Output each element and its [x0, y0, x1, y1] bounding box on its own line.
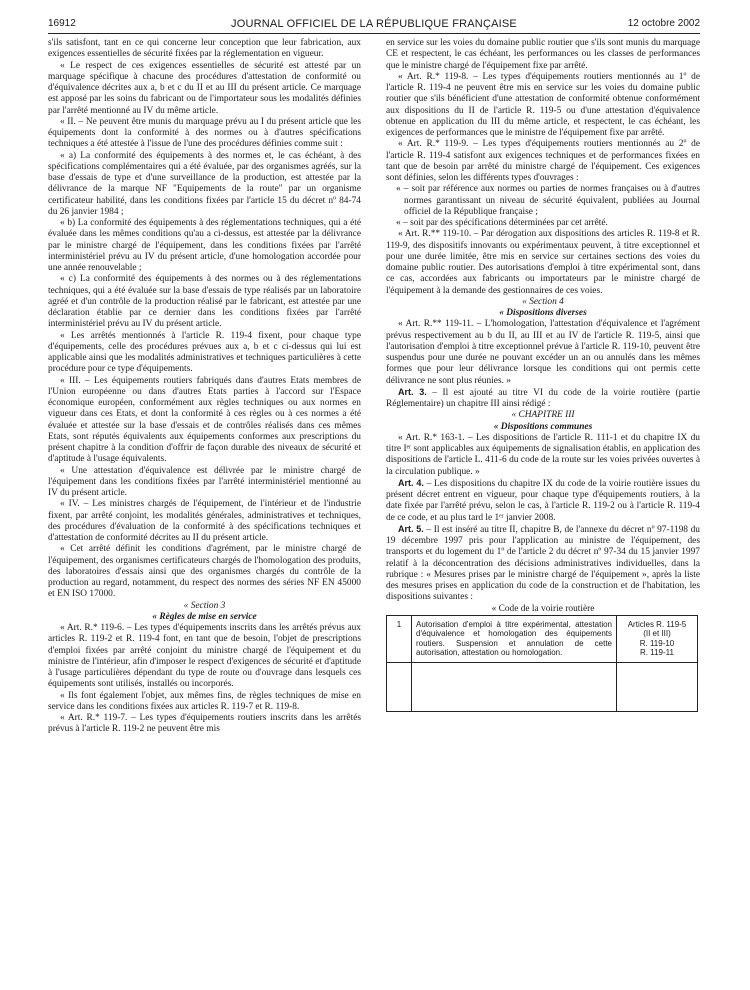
table-cell-empty — [387, 662, 412, 711]
paragraph: « Art. R.* 119-6. – Les types d'équipements inscrits dans les arrêtés prévus aux articles R. 119-2 et R. 119-4 font, en tant que de besoin, l'objet de prescriptions d'emploi fixées par arrêté conjoint du ministre chargé de l'équipement et du ministre de l'intérieur, afin d'imposer le respect d'exigences de sécurité et d'aptitude à l'usage particulières dépendant du type de route ou d'ouvrage dans lesquels ces équipements sont utilisés, installés ou incorporés. — [48, 623, 361, 690]
paragraph: « Art. R.* 119-8. – Les types d'équipements routiers mentionnés au 1º de l'article R. 119-4 ne peuvent être mis en service sur les voies du domaine public routier que s'ils bénéficient d'une attestation de conformité obtenue conformément aux dispositions du II de l'article R. 119-5 ou d'une attestation d'équivalence obtenue en application du III du même article, et respectent, le cas échéant, les exigences de performances que le ministre de l'équipement fixe par arrêté. — [386, 71, 700, 138]
paragraph: « b) La conformité des équipements à des réglementations techniques, qui a été évaluée dans les mêmes conditions qu'au a ci-dessus, est attestée par la délivrance par le ministre chargé de l'équipement, dans les conditions fixées par l'arrêté interministériel prévu au IV du présent article, d'une homologation accordée pour une année renouvelable ; — [48, 218, 361, 273]
paragraph: « Art. R.* 119-7. – Les types d'équipements routiers inscrits dans les arrêtés prévus à l'article R. 119-2 ne peuvent être mis — [48, 713, 361, 735]
paragraph: « Ils font également l'objet, aux mêmes fins, de règles techniques de mise en service dans les conditions fixées aux articles R. 119-7 et R. 119-8. — [48, 690, 361, 712]
article-label: Art. 5. — [398, 523, 424, 534]
article-paragraph — [386, 387, 700, 411]
paragraph: « IV. – Les ministres chargés de l'équipement, de l'intérieur et de l'industrie fixent, par arrêté conjoint, les modalités générales, administratives et techniques, des procédures d'évaluation de la conformité à des spécifications techniques et d'attestation de conformité décrites au II du présent article. — [48, 499, 361, 543]
paragraph: « III. – Les équipements routiers fabriqués dans d'autres Etats membres de l'Union européenne ou dans d'autres Etats parties à l'accord sur l'Espace économique européen, conformément aux règles techniques ou aux normes en vigueur dans ces Etats, et dont la conformité à ces règles ou à ces normes a été évaluée et attestée sur la base d'essais et de contrôles réalisés dans ces mêmes Etats, sont réputés équivalents aux équipements conformes aux prescriptions du présent chapitre à la condition d'offrir de façon durable des niveaux de sécurité et d'aptitude à l'usage équivalents. — [48, 375, 361, 465]
paragraph: « Une attestation d'équivalence est délivrée par le ministre chargé de l'équipement dans les conditions fixées par l'arrêté interministériel mentionné au IV du présent article. — [48, 465, 361, 498]
article-ref: R. 119-11 — [640, 648, 674, 658]
paragraph: « Cet arrêté définit les conditions d'agrément, par le ministre chargé de l'équipement, des organismes certificateurs chargés de l'homologation des produits, des laboratoires d'essais ainsi que des organismes chargés du contrôle de la production au regard, notamment, du respect des normes des séries NF EN 45000 et EN ISO 17000. — [48, 544, 361, 600]
list-item: « – soit par des spécifications déterminées par cet arrêté. — [396, 218, 608, 228]
right-column — [386, 38, 700, 712]
chapter-heading: « CHAPITRE III — [511, 410, 575, 421]
issue-date: 12 octobre 2002 — [627, 18, 700, 29]
article-text: – Il est ajouté au titre VI du code de la voirie routière (partie Réglementaire) un chapitre III ainsi rédigé : — [386, 387, 700, 409]
paragraph: « Art. R.* 163-1. – Les dispositions de l'article R. 111-1 et du chapitre IX du titre Iᵉʳ sont applicables aux équipements de signalisation établis, en application des dispositions de l'article L. 411-6 du code de la route sur les voies privées ouvertes à la circulation publique. » — [386, 432, 700, 477]
paragraph: « Art. R.** 119-10. – Par dérogation aux dispositions des articles R. 119-8 et R. 119-9, des dispositifs innovants ou expérimentaux peuvent, à titre exceptionnel et pour une durée limitée, être mis en service sur certaines sections des voies du domaine public routier. Des autorisations d'emploi à titre expérimental sont, dans ce cas, accordées aux fabricants ou importateurs par le ministre chargé de l'équipement à la demande des gestionnaires de ces voies. — [386, 229, 700, 296]
article-ref: R. 119-10 — [639, 638, 675, 648]
table-row-empty — [387, 662, 698, 711]
paragraph: « Le respect de ces exigences essentielles de sécurité est attesté par un marquage spécifique à chacune des procédures d'attestation de conformité ou d'équivalence décrites aux a, b et c du II et au III du présent article. Ce marquage est apposé par les soins du fabricant ou de l'importateur sous les modalités définies par l'arrêté mentionné au IV du même article. — [48, 60, 361, 116]
list-item: « – soit par référence aux normes ou parties de normes françaises ou à d'autres normes garantissant un niveau de sécurité équivalent, publiées au Journal officiel de la République française ; — [396, 184, 700, 217]
table-cell-articles — [617, 615, 698, 662]
section-title: « Dispositions diverses — [499, 308, 587, 318]
page-number: 16912 — [48, 18, 76, 29]
table-row — [387, 615, 698, 662]
table-cell-empty — [617, 662, 698, 711]
article-text: – Les dispositions du chapitre IX du code de la voirie routière issues du présent décret entrent en vigueur, pour chaque type d'équipements routiers, à la date fixée par l'arrêté prévu, selon le cas, à l'article R. 119-2 ou à l'article R. 119-4 de ce code, et au plus tard le 1ᵉʳ janvier 2008. — [386, 478, 700, 523]
section-title: « Règles de mise en service — [152, 611, 257, 622]
article-label: Art. 4. — [398, 477, 424, 488]
left-column — [48, 38, 361, 736]
header-rule — [48, 33, 700, 34]
section-heading: « Section 3 — [183, 600, 226, 611]
paragraph: « Les arrêtés mentionnés à l'article R. 119-4 fixent, pour chaque type d'équipements, celle des procédures prévues aux a, b et c ci-dessus qui lui est applicable ainsi que les modalités administratives et techniques particulières à cette procédure pour ce type d'équipements. — [48, 330, 361, 375]
table-cell-description: Autorisation d'emploi à titre expérimental, attestation d'équivalence et homologation des équipements routiers. Suspension et annulation de cette autorisation, attestation ou homologation. — [412, 615, 617, 662]
chapter-title: « Dispositions communes — [493, 421, 593, 432]
paragraph: « a) La conformité des équipements à des normes et, le cas échéant, à des spécifications complémentaires qui a été évaluée, par des organismes agréés, sur la base d'essais de type et d'une surveillance de la production, est attestée par la délivrance de la marque NF "Equipements de la route" par un organisme certificateur habilité, dans les conditions fixées par l'article 15 du décret nº 84-74 du 26 janvier 1984 ; — [48, 150, 361, 217]
article-label: Art. 3. — [398, 386, 427, 397]
article-text: – Il est inséré au titre II, chapitre B, de l'annexe du décret nº 97-1198 du 19 décembre 1997 pris pour l'application au ministre de l'équipement, des transports et du logement du 1º de l'article 2 du décret nº 97-34 du 15 janvier 1997 relatif à la déconcentration des décisions administratives individuelles, dans la rubrique : « Mesures prises par le ministre chargé de l'équipement », après la liste des mesures prises en application du code de la construction et de l'habitation, les dispositions suivantes : — [386, 524, 700, 603]
paragraph: s'ils satisfont, tant en ce qui concerne leur conception que leur fabrication, aux exigences essentielles de sécurité fixées par la réglementation en vigueur. — [48, 38, 361, 60]
article-ref: Articles R. 119-5 — [627, 619, 687, 629]
paragraph: « II. – Ne peuvent être munis du marquage prévu au I du présent article que les équipements dont la conformité à des normes ou à d'autres spécifications techniques a été attestée à l'issue de l'une des procédures définies comme suit : — [48, 116, 361, 150]
code-table — [386, 615, 698, 712]
article-paragraph — [386, 524, 700, 604]
article-ref: (II et III) — [643, 629, 671, 639]
paragraph: « Art. R.* 119-9. – Les types d'équipements routiers mentionnés au 2º de l'article R. 119-4 satisfont aux exigences techniques et de performances fixées en tant que de besoin par arrêté du ministre chargé de l'équipement. Ces exigences sont définies, selon les différents types d'ouvrages : — [386, 139, 700, 183]
article-paragraph — [386, 478, 700, 524]
section-heading: « Section 4 — [522, 296, 564, 307]
page-header — [48, 16, 700, 32]
table-cell-number: 1 — [387, 615, 412, 662]
paragraph: « Art. R.** 119-11. – L'homologation, l'attestation d'équivalence et l'agrément prévus respectivement au b du II, au III et au IV de l'article R. 119-5, ainsi que l'autorisation d'emploi à titre exceptionnel prévue à l'article R. 119-10, peuvent être suspendus pour une durée ne pouvant excéder un an ou annulés dans les mêmes formes que pour leur délivrance lorsque les conditions qui ont permis cette délivrance ne sont plus réunies. » — [386, 319, 700, 386]
table-cell-empty — [412, 662, 617, 711]
paragraph: « c) La conformité des équipements à des normes ou à des réglementations techniques, qui a été évaluée sur la base d'essais de type réalisés par un laboratoire agréé et d'un contrôle de la production réalisé par le fabricant, est attestée par une déclaration établie par ce dernier dans les conditions fixées par l'arrêté interministériel prévu au IV du présent article. — [48, 274, 361, 330]
paragraph: en service sur les voies du domaine public routier que s'ils sont munis du marquage CE et respectent, le cas échéant, les performances ou les classes de performances que le ministre chargé de l'équipement fixe par arrêté. — [386, 38, 700, 71]
journal-title: JOURNAL OFFICIEL DE LA RÉPUBLIQUE FRANÇAISE — [231, 18, 517, 30]
table-caption: « Code de la voirie routière — [491, 603, 595, 614]
